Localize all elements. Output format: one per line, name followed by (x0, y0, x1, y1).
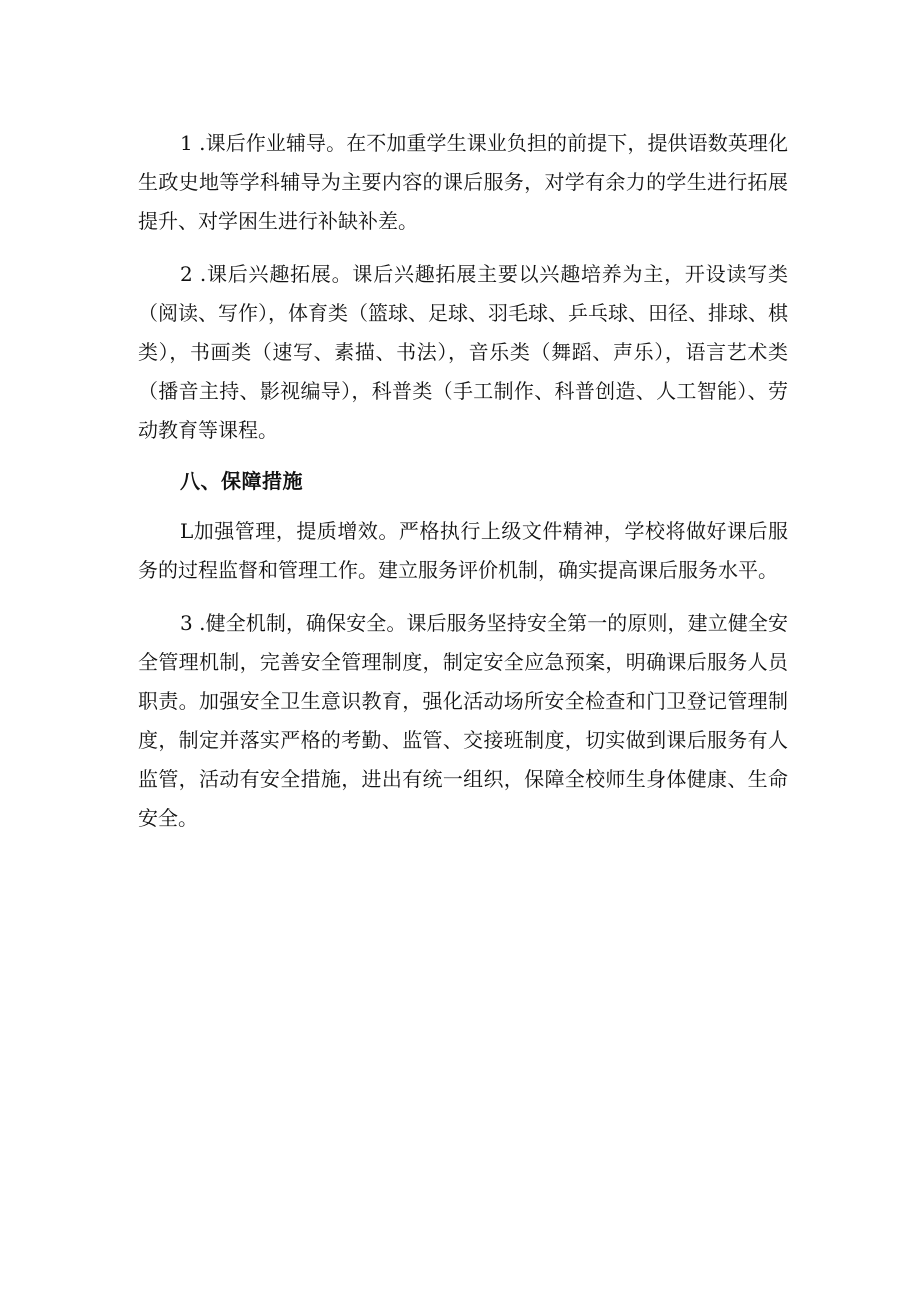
document-body (138, 124, 788, 852)
paragraph-safety-mechanism: 3 .健全机制，确保安全。课后服务坚持安全第一的原则，建立健全安全管理机制，完善安全管理制度，制定安全应急预案，明确课后服务人员职责。加强安全卫生意识教育，强化活动场所安全检查和门卫登记管理制度，制定并落实严格的考勤、监管、交接班制度，切实做到课后服务有人监管，活动有安全措施，进出有统一组织，保障全校师生身体健康、生命安全。 (138, 611, 788, 830)
paragraph-strengthen-management: L加强管理，提质增效。严格执行上级文件精神，学校将做好课后服务的过程监督和管理工作。建立服务评价机制，确实提高课后服务水平。 (138, 519, 788, 582)
paragraph-after-school-homework: 1 .课后作业辅导。在不加重学生课业负担的前提下，提供语数英理化生政史地等学科辅导为主要内容的课后服务，对学有余力的学生进行拓展提升、对学困生进行补缺补差。 (138, 131, 788, 233)
section-heading-safeguards: 八、保障措施 (180, 469, 303, 493)
paragraph-after-school-interest: 2 .课后兴趣拓展。课后兴趣拓展主要以兴趣培养为主，开设读写类（阅读、写作），体育类（篮球、足球、羽毛球、乒乓球、田径、排球、棋类），书画类（速写、素描、书法），音乐类（舞蹈、声乐），语言艺术类（播音主持、影视编导），科普类（手工制作、科普创造、人工智能）、劳动教育等课程。 (138, 262, 788, 442)
